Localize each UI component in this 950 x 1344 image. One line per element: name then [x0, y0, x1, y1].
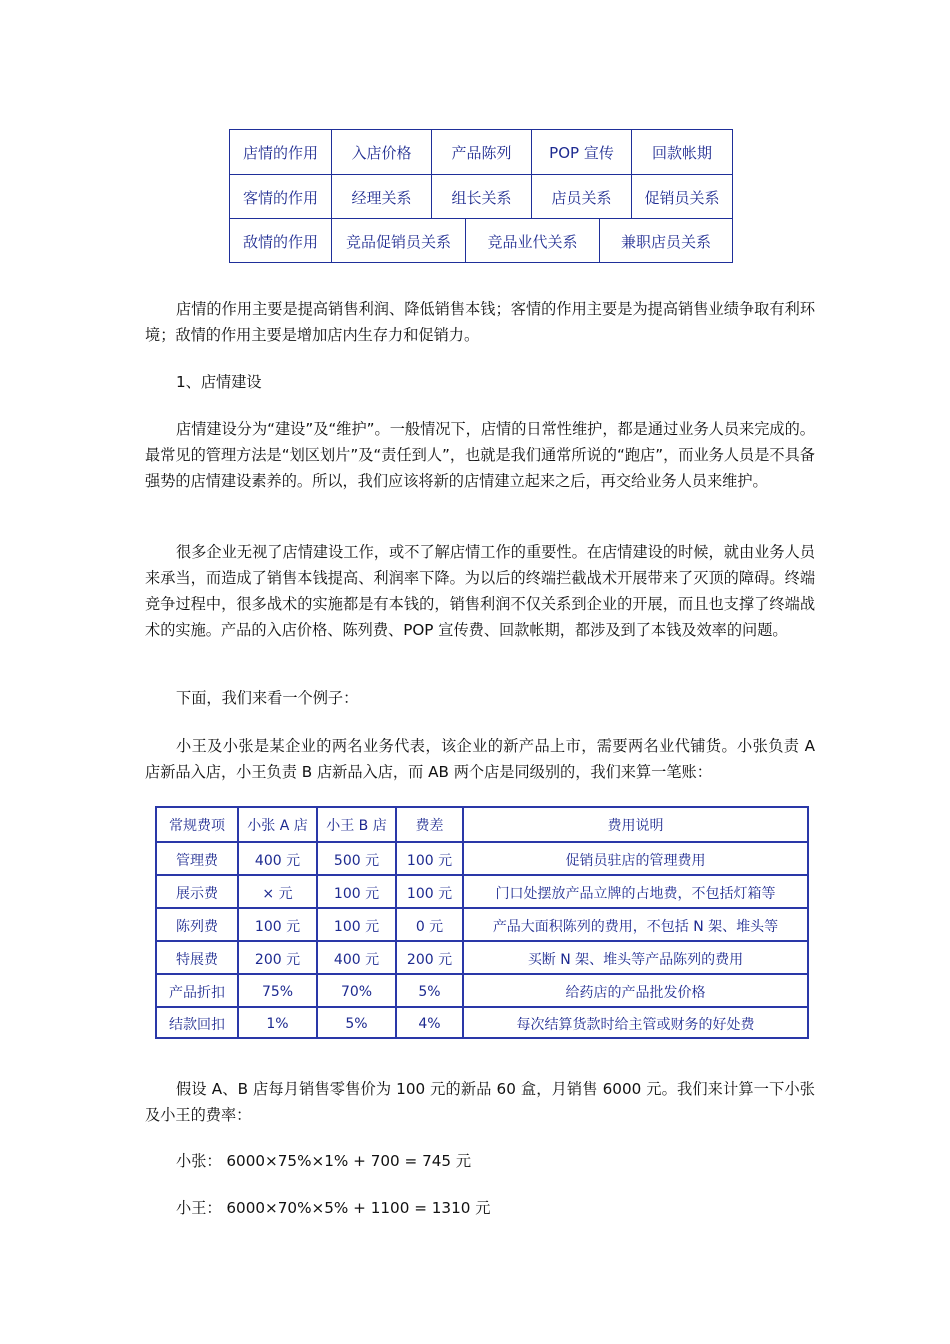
- category-cell: 敌情的作用: [242, 232, 318, 251]
- category-cell: 组长关系: [431, 175, 531, 219]
- header-cell: 费用说明: [462, 808, 807, 841]
- category-cell: POP 宣传: [531, 130, 631, 174]
- fee-table: [155, 806, 809, 1039]
- table-cell: 5%: [316, 1008, 395, 1039]
- calculation-line: 小王： 6000×70%×5% + 1100 = 1310 元: [176, 1199, 491, 1217]
- category-cell: 竞品业代关系: [465, 219, 599, 263]
- table-cell: 5%: [395, 975, 462, 1008]
- table-cell: × 元: [237, 876, 316, 909]
- fee-table-row: [157, 841, 807, 876]
- table-cell: 4%: [395, 1008, 462, 1039]
- category-cell: 入店价格: [331, 130, 431, 174]
- paragraph: 店情建设分为“建设”及“维护”。一般情况下，店情的日常性维护，都是通过业务人员来完成的。最常见的管理方法是“划区划片”及“责任到人”，也就是我们通常所说的“跑店”，而业务人员是不具备强势的店情建设素养的。所以，我们应该将新的店情建立起来之后，再交给业务人员来维护。: [145, 420, 815, 490]
- section-heading: 1、店情建设: [176, 373, 262, 391]
- paragraph: 小王及小张是某企业的两名业务代表，该企业的新产品上市，需要两名业代铺货。小张负责 A 店新品入店，小王负责 B 店新品入店，而 AB 两个店是同级别的，我们来算一笔账：: [145, 737, 815, 781]
- category-cell: 促销员关系: [631, 175, 732, 219]
- category-row: [230, 130, 732, 174]
- fee-table-header: [157, 808, 807, 841]
- table-cell: 200 元: [237, 942, 316, 975]
- table-cell: 100 元: [237, 909, 316, 942]
- header-cell: 常规费项: [169, 817, 225, 834]
- category-cell: 店员关系: [531, 175, 631, 219]
- category-cell: 兼职店员关系: [599, 219, 732, 263]
- fee-table-row: [157, 874, 807, 909]
- category-cell: 产品陈列: [431, 130, 531, 174]
- category-cell: 回款帐期: [631, 130, 732, 174]
- table-cell: 陈列费: [176, 918, 218, 935]
- paragraph: 下面，我们来看一个例子：: [176, 689, 359, 707]
- category-cell: 竞品促销员关系: [331, 219, 465, 263]
- table-cell: 产品折扣: [169, 984, 225, 1001]
- table-cell: 0 元: [395, 909, 462, 942]
- table-cell: 100 元: [395, 843, 462, 876]
- table-cell: 门口处摆放产品立牌的占地费，不包括灯箱等: [462, 876, 807, 909]
- table-cell: 每次结算货款时给主管或财务的好处费: [462, 1008, 807, 1039]
- table-cell: 买断 N 架、堆头等产品陈列的费用: [462, 942, 807, 975]
- paragraph: 店情的作用主要是提高销售利润、降低销售本钱；客情的作用主要是为提高销售业绩争取有利环境；敌情的作用主要是增加店内生存力和促销力。: [145, 300, 815, 344]
- table-cell: 1%: [237, 1008, 316, 1039]
- table-cell: 70%: [316, 975, 395, 1008]
- table-cell: 100 元: [316, 909, 395, 942]
- header-cell: 费差: [395, 808, 462, 841]
- table-cell: 500 元: [316, 843, 395, 876]
- header-cell: 小王 B 店: [316, 808, 395, 841]
- table-cell: 200 元: [395, 942, 462, 975]
- header-cell: 小张 A 店: [237, 808, 316, 841]
- fee-table-row: [157, 1006, 807, 1039]
- table-cell: 管理费: [176, 852, 218, 869]
- table-cell: 促销员驻店的管理费用: [462, 843, 807, 876]
- table-cell: 75%: [237, 975, 316, 1008]
- fee-table-row: [157, 907, 807, 942]
- category-cell: 客情的作用: [242, 188, 318, 207]
- table-cell: 给药店的产品批发价格: [462, 975, 807, 1008]
- table-cell: 结款回扣: [169, 1016, 225, 1033]
- table-cell: 特展费: [176, 951, 218, 968]
- table-cell: 展示费: [176, 885, 218, 902]
- paragraph: 假设 A、B 店每月销售零售价为 100 元的新品 60 盒，月销售 6000 元。我们来计算一下小张及小王的费率：: [145, 1080, 815, 1124]
- category-row: [230, 174, 732, 219]
- fee-table-row: [157, 940, 807, 975]
- category-cell: 经理关系: [331, 175, 431, 219]
- fee-table-row: [157, 973, 807, 1008]
- paragraph: 很多企业无视了店情建设工作，或不了解店情工作的重要性。在店情建设的时候，就由业务人员来承当，而造成了销售本钱提高、利润率下降。为以后的终端拦截战术开展带来了灭顶的障碍。终端竞争过程中，很多战术的实施都是有本钱的，销售利润不仅关系到企业的开展，而且也支撑了终端战术的实施。产品的入店价格、陈列费、POP 宣传费、回款帐期，都涉及到了本钱及效率的问题。: [145, 543, 815, 639]
- category-row: [230, 218, 732, 263]
- calculation-line: 小张： 6000×75%×1% + 700 = 745 元: [176, 1152, 472, 1170]
- table-cell: 产品大面积陈列的费用，不包括 N 架、堆头等: [462, 909, 807, 942]
- category-table: [229, 129, 733, 263]
- table-cell: 400 元: [316, 942, 395, 975]
- table-cell: 400 元: [237, 843, 316, 876]
- table-cell: 100 元: [316, 876, 395, 909]
- table-cell: 100 元: [395, 876, 462, 909]
- category-cell: 店情的作用: [242, 143, 318, 162]
